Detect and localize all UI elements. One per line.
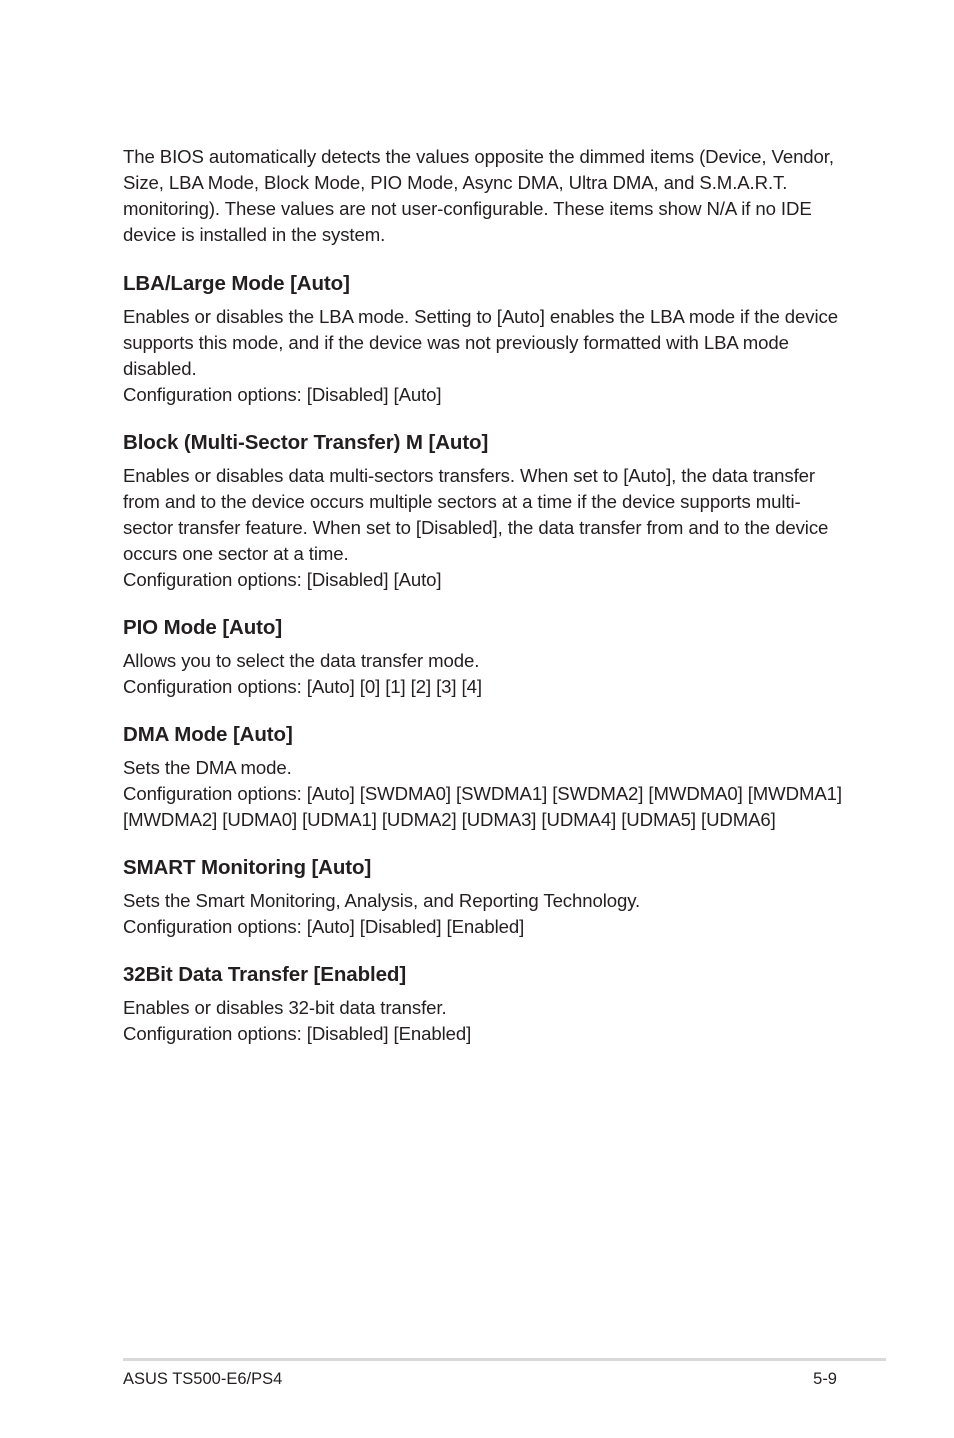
- section-options: Configuration options: [Disabled] [Auto]: [123, 569, 442, 590]
- intro-paragraph: The BIOS automatically detects the values opposite the dimmed items (Device, Vendor, Size, LBA Mode, Block Mode, PIO Mode, Async DMA, Ultra DMA, and S.M.A.R.T. monitoring). These values are not user-configurable. These items show N/A if no IDE device is installed in the system.: [123, 146, 834, 245]
- section-options: Configuration options: [Auto] [SWDMA0] [SWDMA1] [SWDMA2] [MWDMA0] [MWDMA1] [MWDMA2] [UDMA0] [UDMA1] [UDMA2] [UDMA3] [UDMA4] [UDMA5] [UDMA6]: [123, 783, 842, 830]
- section-heading: LBA/Large Mode [Auto]: [123, 272, 350, 295]
- section-description: Sets the DMA mode.: [123, 757, 292, 778]
- section-heading: Block (Multi-Sector Transfer) M [Auto]: [123, 431, 489, 454]
- section-32bit-data-transfer: [123, 962, 848, 1047]
- section-pio-mode: [123, 615, 848, 700]
- section-description: Enables or disables data multi-sectors transfers. When set to [Auto], the data transfer from and to the device occurs multiple sectors at a time if the device supports multi-sector transfer feature. When set to [Disabled], the data transfer from and to the device occurs one sector at a time.: [123, 465, 829, 564]
- section-block-mode: [123, 430, 848, 593]
- section-heading: 32Bit Data Transfer [Enabled]: [123, 963, 407, 986]
- section-dma-mode: [123, 722, 848, 833]
- section-heading: SMART Monitoring [Auto]: [123, 856, 372, 879]
- section-options: Configuration options: [Disabled] [Auto]: [123, 384, 442, 405]
- section-lba-large-mode: [123, 271, 848, 408]
- section-description: Allows you to select the data transfer mode.: [123, 650, 480, 671]
- footer-page-number: 5-9: [813, 1370, 837, 1388]
- section-smart-monitoring: [123, 855, 848, 940]
- footer-product-name: ASUS TS500-E6/PS4: [123, 1370, 283, 1388]
- page-content: [123, 144, 848, 1069]
- section-options: Configuration options: [Auto] [0] [1] [2] [3] [4]: [123, 676, 482, 697]
- section-heading: DMA Mode [Auto]: [123, 723, 293, 746]
- footer-divider: [123, 1358, 886, 1361]
- section-options: Configuration options: [Auto] [Disabled] [Enabled]: [123, 916, 525, 937]
- section-description: Enables or disables 32-bit data transfer.: [123, 997, 447, 1018]
- section-description: Enables or disables the LBA mode. Setting to [Auto] enables the LBA mode if the device supports this mode, and if the device was not previously formatted with LBA mode disabled.: [123, 306, 838, 379]
- section-heading: PIO Mode [Auto]: [123, 616, 283, 639]
- section-description: Sets the Smart Monitoring, Analysis, and Reporting Technology.: [123, 890, 641, 911]
- section-options: Configuration options: [Disabled] [Enabled]: [123, 1023, 472, 1044]
